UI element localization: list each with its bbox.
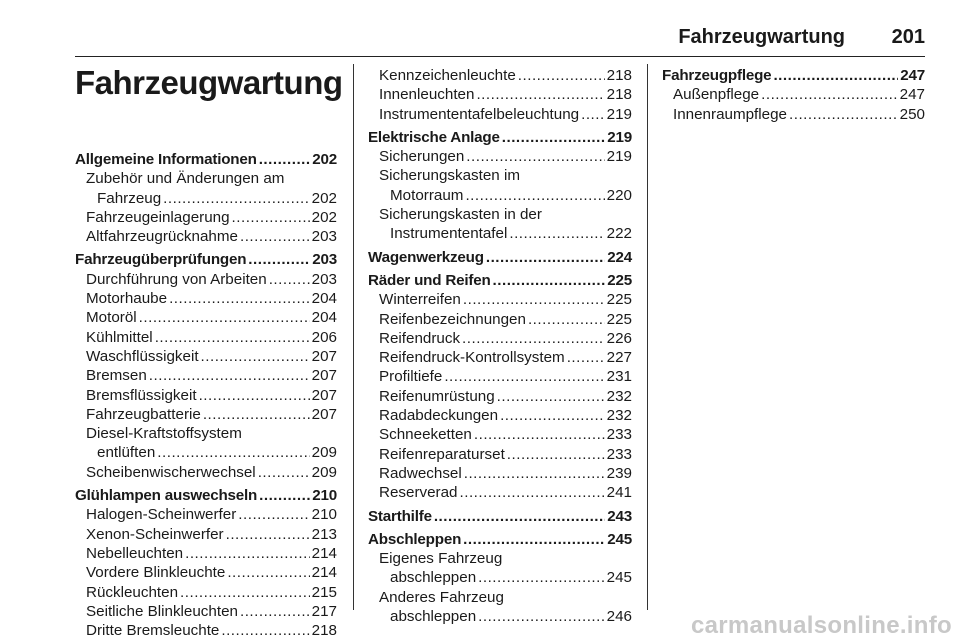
toc-entry-label: Radwechsel: [379, 464, 462, 482]
toc-entry-label: Xenon-Scheinwerfer: [86, 525, 224, 543]
dot-leader: [185, 544, 310, 563]
toc-section-heading[interactable]: [368, 530, 632, 549]
toc-section-heading[interactable]: [75, 250, 337, 269]
running-title: Fahrzeugwartung: [678, 26, 845, 48]
toc-entry-label: Reifenumrüstung: [379, 387, 495, 405]
toc-entry-label: Reifenreparaturset: [379, 445, 505, 463]
dot-leader: [567, 348, 605, 367]
toc-entry-label: Waschflüssigkeit: [86, 347, 199, 365]
dot-leader: [528, 310, 605, 329]
toc-section: [368, 503, 632, 526]
dot-leader: [581, 105, 605, 124]
toc-entry-line[interactable]: Sicherungskasten im: [379, 167, 520, 185]
toc-entry[interactable]: [368, 66, 632, 85]
toc-section-heading[interactable]: [75, 150, 337, 169]
toc-entry-label: Reserverad: [379, 484, 458, 502]
toc-entry-page: 209: [311, 444, 337, 462]
toc-entry-page: 207: [311, 405, 337, 423]
toc-entry-page: 232: [606, 407, 632, 425]
toc-section-heading-label: Glühlampen auswechseln: [75, 487, 258, 505]
toc-entry-label: Reifenbezeichnungen: [379, 310, 526, 328]
toc-entry[interactable]: [75, 463, 337, 482]
toc-entry-page: 207: [311, 367, 337, 385]
dot-leader: [240, 227, 310, 246]
toc-entry-line[interactable]: Eigenes Fahrzeug: [379, 550, 503, 568]
toc-section-heading-page: 219: [607, 128, 632, 146]
toc-entry[interactable]: [368, 483, 632, 502]
toc-entry-page: 202: [311, 208, 337, 226]
toc-entry[interactable]: [368, 105, 632, 124]
toc-entry[interactable]: [75, 386, 337, 405]
toc-section-heading-page: 210: [312, 487, 337, 505]
toc-entry-label: abschleppen: [390, 569, 477, 587]
toc-entry-page: 246: [606, 608, 632, 626]
dot-leader: [466, 147, 604, 166]
toc-entry-label: Seitliche Blinkleuchten: [86, 602, 238, 620]
toc-entry-label: Winterreifen: [379, 291, 461, 309]
toc-entry-page: 250: [899, 105, 925, 123]
dot-leader: [203, 405, 310, 424]
dot-leader: [199, 386, 310, 405]
dot-leader: [509, 224, 604, 243]
toc-entry-label: Motorraum: [390, 186, 464, 204]
dot-leader: [761, 85, 898, 104]
toc-entry[interactable]: [368, 310, 632, 329]
toc-entry-page: 226: [606, 329, 632, 347]
toc-entry[interactable]: [75, 583, 337, 602]
toc-entry[interactable]: [75, 525, 337, 544]
toc-entry-label: Bremsen: [86, 367, 147, 385]
toc-entry[interactable]: [368, 568, 632, 587]
toc-entry-page: 213: [311, 525, 337, 543]
dot-leader: [259, 486, 310, 505]
dot-leader: [773, 66, 898, 85]
toc-entry-label: Rückleuchten: [86, 583, 179, 601]
toc-entry-label: Motorhaube: [86, 290, 168, 308]
dot-leader: [478, 568, 605, 587]
toc-section: [368, 66, 632, 124]
toc-section-heading-label: Fahrzeugüberprüfungen: [75, 251, 247, 269]
toc-entry-page: 241: [606, 484, 632, 502]
toc-entry[interactable]: [368, 367, 632, 386]
toc-section-heading-label: Abschleppen: [368, 530, 462, 548]
toc-entry-label: Fahrzeug: [97, 189, 162, 207]
dot-leader: [464, 464, 605, 483]
toc-entry[interactable]: [75, 347, 337, 366]
toc-section: [368, 244, 632, 267]
toc-entry-label: Profiltiefe: [379, 368, 443, 386]
toc-entry-label: Durchführung von Arbeiten: [86, 270, 267, 288]
toc-entry-label: Bremsflüssigkeit: [86, 386, 197, 404]
toc-entry-page: 219: [606, 148, 632, 166]
dot-leader: [789, 105, 898, 124]
toc-entry-page: 218: [606, 67, 632, 84]
toc-section-heading[interactable]: [75, 486, 337, 505]
toc-entry[interactable]: [75, 405, 337, 424]
column-divider: [647, 64, 648, 610]
toc-entry[interactable]: [75, 227, 337, 246]
toc-entry-line[interactable]: Zubehör und Änderungen am: [86, 170, 285, 188]
dot-leader: [157, 443, 309, 462]
toc-entry[interactable]: [75, 366, 337, 385]
watermark: carmanualsonline.info: [690, 612, 952, 639]
dot-leader: [478, 607, 605, 626]
toc-entry[interactable]: [75, 602, 337, 621]
toc-section-heading-label: Starthilfe: [368, 507, 432, 525]
dot-leader: [169, 289, 310, 308]
toc-entry-label: Kennzeichenleuchte: [379, 67, 516, 84]
toc-entry-page: 204: [311, 309, 337, 327]
dot-leader: [500, 406, 605, 425]
toc-entry-page: 207: [311, 386, 337, 404]
toc-entry-page: 207: [311, 347, 337, 365]
toc-entry-page: 233: [606, 426, 632, 444]
toc-section-heading-label: Allgemeine Informationen: [75, 151, 257, 168]
toc-entry[interactable]: [75, 544, 337, 563]
dot-leader: [258, 463, 310, 482]
toc-entry-page: 239: [606, 464, 632, 482]
toc-entry-page: 202: [311, 189, 337, 207]
toc-section-heading-page: 225: [607, 271, 632, 289]
toc-entry[interactable]: [75, 189, 337, 208]
dot-leader: [201, 347, 310, 366]
dot-leader: [486, 248, 605, 267]
toc-section-heading-page: 202: [312, 151, 337, 168]
toc-entry-page: 214: [311, 544, 337, 562]
dot-leader: [240, 602, 310, 621]
toc-entry-label: Innenleuchten: [379, 86, 475, 104]
toc-section-heading-label: Räder und Reifen: [368, 271, 491, 289]
toc-entry-label: Motoröl: [86, 309, 137, 327]
toc-entry[interactable]: [368, 445, 632, 464]
toc-section-heading[interactable]: [662, 66, 925, 85]
toc-entry[interactable]: [75, 270, 337, 289]
toc-entry-label: Kühlmittel: [86, 328, 153, 346]
toc-entry[interactable]: [368, 607, 632, 626]
toc-section: [662, 66, 925, 124]
dot-leader: [463, 290, 605, 309]
toc-entry[interactable]: [368, 224, 632, 243]
toc-section-heading[interactable]: [368, 248, 632, 267]
dot-leader: [444, 367, 604, 386]
dot-leader: [502, 128, 606, 147]
toc-section-heading-page: 245: [607, 530, 632, 548]
toc-entry[interactable]: [368, 186, 632, 205]
toc-entry-page: 210: [311, 506, 337, 524]
dot-leader: [463, 530, 605, 549]
dot-leader: [226, 525, 310, 544]
toc-entry-page: 227: [606, 349, 632, 367]
toc-entry-label: Altfahrzeugrücknahme: [86, 228, 238, 246]
toc-entry[interactable]: [75, 621, 337, 640]
toc-entry-label: Radabdeckungen: [379, 407, 499, 425]
toc-entry-page: 218: [311, 622, 337, 640]
toc-section-heading-page: 243: [607, 507, 632, 525]
toc-entry[interactable]: [368, 290, 632, 309]
toc-entry-page: 218: [606, 86, 632, 104]
toc-entry-page: 209: [311, 463, 337, 481]
dot-leader: [493, 271, 606, 290]
dot-leader: [474, 425, 605, 444]
dot-leader: [465, 186, 604, 205]
toc-section: [368, 267, 632, 503]
toc-section: [368, 124, 632, 244]
toc-entry-page: 215: [311, 583, 337, 601]
dot-leader: [180, 583, 310, 602]
page-header: [75, 26, 925, 57]
toc-entry-page: 206: [311, 328, 337, 346]
toc-section-heading-page: 247: [900, 67, 925, 84]
toc-entry-label: Innenraumpflege: [673, 105, 787, 123]
toc-entry-label: Schneeketten: [379, 426, 472, 444]
toc-entry[interactable]: [75, 289, 337, 308]
toc-column-2: [368, 66, 632, 626]
toc-entry-label: Dritte Bremsleuchte: [86, 622, 220, 640]
toc-entry-page: 232: [606, 387, 632, 405]
toc-section-heading[interactable]: [368, 507, 632, 526]
toc-entry-line[interactable]: Diesel-Kraftstoffsystem: [86, 425, 242, 443]
column-divider: [353, 64, 354, 610]
toc-entry-label: Außenpflege: [673, 86, 760, 104]
toc-entry-page: 222: [606, 225, 632, 243]
dot-leader: [139, 308, 310, 327]
dot-leader: [163, 189, 309, 208]
toc-entry-label: Halogen-Scheinwerfer: [86, 506, 237, 524]
toc-entry[interactable]: [368, 85, 632, 104]
toc-section-heading-label: Wagenwerkzeug: [368, 248, 484, 266]
toc-entry-label: Fahrzeugbatterie: [86, 405, 201, 423]
toc-entry-label: Sicherungen: [379, 148, 465, 166]
toc-entry[interactable]: [75, 328, 337, 347]
toc-entry[interactable]: [662, 105, 925, 124]
toc-entry-label: Fahrzeugeinlagerung: [86, 208, 230, 226]
toc-entry-page: 217: [311, 602, 337, 620]
toc-entry-label: entlüften: [97, 444, 156, 462]
toc-column-3: [662, 66, 925, 124]
dot-leader: [149, 366, 310, 385]
dot-leader: [221, 621, 309, 640]
dot-leader: [518, 66, 605, 85]
toc-entry-page: 225: [606, 291, 632, 309]
toc-entry-page: 245: [606, 569, 632, 587]
chapter-title: Fahrzeugwartung: [75, 64, 343, 101]
toc-entry-label: Nebelleuchten: [86, 544, 184, 562]
toc-entry-label: Instrumententafel: [390, 225, 508, 243]
toc-entry[interactable]: [75, 443, 337, 462]
toc-section: [75, 246, 337, 482]
toc-entry-label: abschleppen: [390, 608, 477, 626]
dot-leader: [434, 507, 605, 526]
toc-column-1: [75, 64, 343, 640]
dot-leader: [507, 445, 605, 464]
toc-entry-page: 203: [311, 228, 337, 246]
page-number: 201: [891, 26, 925, 48]
toc-entry-label: Vordere Blinkleuchte: [86, 564, 226, 582]
toc-entry[interactable]: [368, 464, 632, 483]
toc-section-heading[interactable]: [368, 271, 632, 290]
toc-entry-line[interactable]: Anderes Fahrzeug: [379, 588, 504, 606]
dot-leader: [248, 250, 310, 269]
toc-section-heading[interactable]: [368, 128, 632, 147]
toc-entry[interactable]: [368, 329, 632, 348]
toc-entry[interactable]: [75, 308, 337, 327]
toc-entry-label: Reifendruck: [379, 329, 461, 347]
toc-section: [368, 526, 632, 626]
toc-entry-page: 219: [606, 105, 632, 123]
dot-leader: [227, 563, 309, 582]
toc-section: [75, 482, 337, 640]
toc-entry[interactable]: [75, 563, 337, 582]
toc-entry-page: 220: [606, 186, 632, 204]
toc-entry[interactable]: [368, 425, 632, 444]
toc-entry-page: 233: [606, 445, 632, 463]
toc-section: [75, 150, 337, 246]
dot-leader: [238, 505, 309, 524]
dot-leader: [269, 270, 310, 289]
toc-entry[interactable]: [368, 406, 632, 425]
dot-leader: [259, 150, 311, 169]
toc-entry-page: 203: [311, 270, 337, 288]
dot-leader: [155, 328, 310, 347]
toc-entry[interactable]: [368, 348, 632, 367]
dot-leader: [476, 85, 604, 104]
toc-entry[interactable]: [75, 208, 337, 227]
toc-entry-page: 247: [899, 86, 925, 104]
toc-entry-page: 214: [311, 564, 337, 582]
toc-entry-page: 225: [606, 310, 632, 328]
toc-entry-page: 231: [606, 368, 632, 386]
toc-entry-label: Reifendruck-Kontrollsystem: [379, 349, 565, 367]
dot-leader: [497, 387, 605, 406]
dot-leader: [460, 483, 605, 502]
dot-leader: [462, 329, 605, 348]
toc-entry-page: 204: [311, 290, 337, 308]
toc-entry[interactable]: [75, 505, 337, 524]
toc-section-heading-label: Fahrzeugpflege: [662, 67, 772, 84]
toc-entry[interactable]: [662, 85, 925, 104]
toc-entry-label: Scheibenwischerwechsel: [86, 463, 256, 481]
toc-section-heading-page: 224: [607, 248, 632, 266]
toc-entry-line[interactable]: Sicherungskasten in der: [379, 206, 542, 224]
toc-entry[interactable]: [368, 387, 632, 406]
toc-section-heading-label: Elektrische Anlage: [368, 128, 500, 146]
dot-leader: [232, 208, 310, 227]
toc-entry[interactable]: [368, 147, 632, 166]
toc-entry-label: Instrumententafelbeleuchtung: [379, 105, 580, 123]
toc-section-heading-page: 203: [312, 251, 337, 269]
